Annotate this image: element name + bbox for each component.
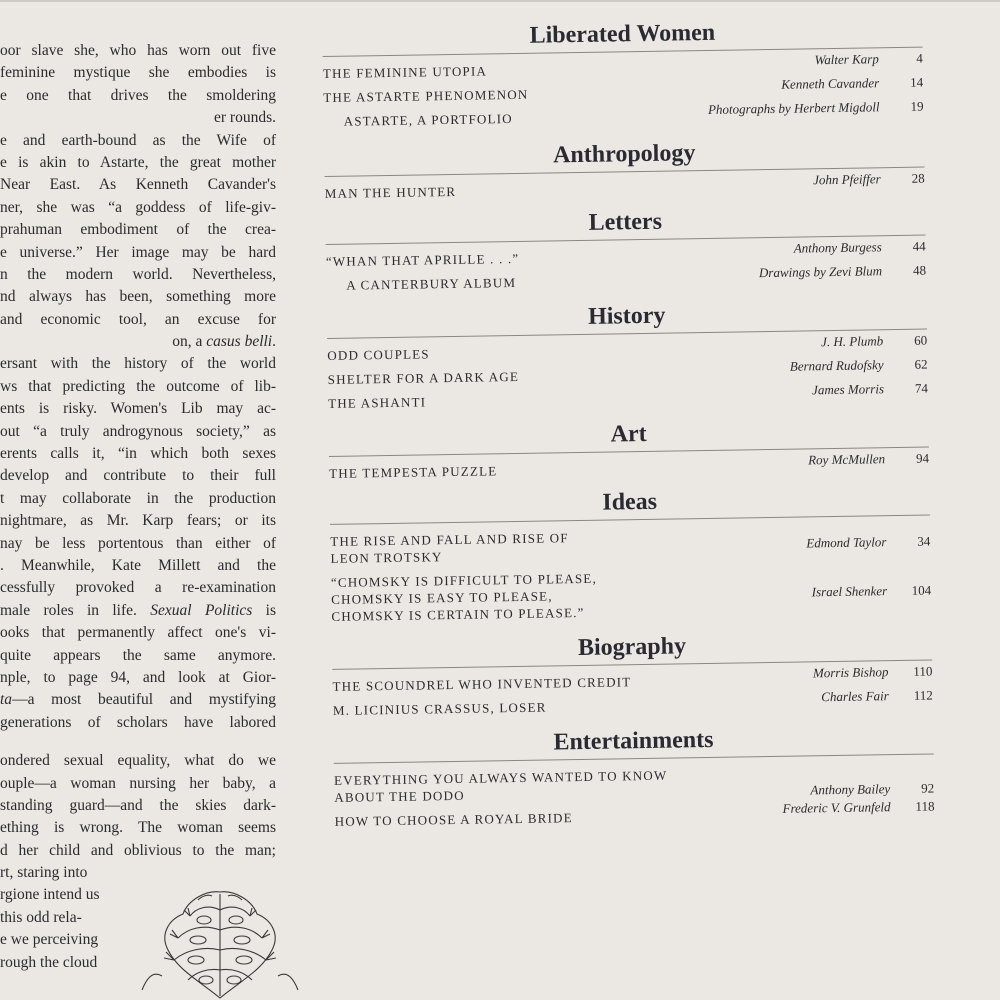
essay-line: rgione intend us (0, 886, 100, 904)
entry-author: Drawings by Zevi Blum (758, 263, 883, 281)
entry-meta (812, 380, 928, 399)
entry-meta (812, 582, 932, 601)
entry-title: ODD COUPLES (327, 346, 430, 363)
essay-line: d her child and oblivious to the man; (0, 841, 276, 859)
essay-line: oor slave she, who has worn out five (0, 42, 276, 59)
entry-author: John Pfeiffer (813, 171, 881, 188)
essay-line: ouple—a woman nursing her baby, a (0, 774, 276, 792)
entry-title: “CHOMSKY IS DIFFICULT TO PLEASE, CHOMSKY IS EASY TO PLEASE, CHOMSKY IS CERTAIN TO PLEASE.” (330, 570, 598, 624)
entry-page-number: 94 (915, 450, 930, 466)
toc-entry[interactable] (324, 98, 924, 130)
essay-line: er rounds. (214, 109, 276, 127)
entry-meta (813, 170, 925, 189)
entry-author: Edmond Taylor (806, 533, 887, 550)
toc-section (330, 483, 932, 625)
essay-line: e universe.” Her image may be hard (0, 243, 276, 261)
entry-page-number: 74 (914, 380, 929, 396)
entry-page-number: 104 (911, 582, 932, 598)
entry-title: MAN THE HUNTER (324, 183, 457, 201)
section-title: Biography (577, 633, 687, 662)
paragraph-gap (0, 734, 276, 750)
entry-meta (821, 686, 933, 705)
entry-author: Morris Bishop (812, 664, 889, 681)
toc-entry[interactable] (332, 687, 933, 718)
entry-page-number: 110 (913, 663, 933, 679)
essay-line: feminine mystique she embodies is (0, 64, 276, 82)
essay-line: ws that predicting the outcome of lib- (0, 377, 276, 395)
essay-column (0, 40, 276, 974)
entry-author: Israel Shenker (811, 583, 888, 600)
entry-meta (821, 332, 927, 351)
entry-author: Charles Fair (821, 688, 889, 705)
toc-section (327, 297, 929, 412)
toc-section (333, 721, 934, 829)
essay-line: cessfully provoked a re-examination (0, 579, 276, 597)
essay-line: e we perceiving (0, 931, 99, 949)
essay-line: standing guard—and the skies dark- (0, 796, 276, 814)
entry-title: A CANTERBURY ALBUM (346, 274, 517, 293)
entry-page-number: 28 (911, 170, 925, 186)
section-title: Letters (588, 208, 663, 236)
entry-author: James Morris (811, 381, 885, 398)
entry-author: Photographs by Herbert Migdoll (707, 99, 880, 117)
essay-line: ner, she was “a goddess of life-giv- (0, 198, 276, 216)
floral-ornament (138, 880, 302, 1000)
entry-title: THE TEMPESTA PUZZLE (329, 463, 498, 481)
entry-meta (759, 262, 926, 282)
essay-line: ersant with the history of the world (0, 355, 276, 373)
entry-title: SHELTER FOR A DARK AGE (327, 368, 520, 387)
essay-line: generations of scholars have labored (0, 713, 276, 731)
essay-line: rough the cloud (0, 953, 98, 971)
top-edge (0, 0, 1000, 2)
toc-section (325, 203, 926, 294)
entry-title: THE RISE AND FALL AND RISE OF LEON TROTSKY (330, 530, 569, 566)
essay-line: on, a casus belli. (172, 333, 276, 351)
entry-title: “WHAN THAT APRILLE . . .” (325, 250, 520, 269)
entry-page-number: 48 (912, 262, 927, 278)
essay-line: develop and contribute to their full (0, 467, 276, 485)
essay-line: n the modern world. Nevertheless, (0, 265, 276, 283)
entry-author: Kenneth Cavander (781, 75, 880, 92)
entry-meta (782, 797, 934, 816)
table-of-contents (322, 5, 935, 837)
entry-meta (806, 532, 930, 551)
essay-line: e is akin to Astarte, the great mother (0, 153, 276, 171)
entry-meta (814, 50, 922, 69)
entry-page-number: 60 (914, 332, 928, 348)
entry-title: THE ASHANTI (328, 394, 427, 411)
entry-title: ASTARTE, A PORTFOLIO (343, 111, 513, 129)
entry-title: THE ASTARTE PHENOMENON (323, 86, 529, 105)
entry-title: THE SCOUNDREL WHO INVENTED CREDIT (332, 674, 632, 694)
entry-author: J. H. Plumb (820, 333, 884, 350)
entry-page-number: 118 (915, 798, 935, 814)
entry-meta (794, 238, 926, 257)
section-title: Anthropology (552, 140, 696, 169)
entry-page-number: 4 (916, 50, 923, 66)
toc-entry[interactable] (328, 380, 929, 412)
essay-line: and economic tool, an excuse for (0, 310, 276, 328)
entry-author: Roy McMullen (808, 451, 886, 468)
essay-line: nd always has been, something more (0, 288, 276, 306)
essay-line: out “a truly androgynous society,” as (0, 422, 276, 440)
entry-page-number: 34 (917, 533, 931, 549)
essay-line: e one that drives the smoldering (0, 86, 276, 104)
section-title: Liberated Women (529, 19, 716, 49)
essay-line: e and earth-bound as the Wife of (0, 131, 276, 149)
toc-entry[interactable] (331, 565, 932, 625)
entry-meta (790, 356, 928, 375)
essay-line: prahuman embodiment of the crea- (0, 221, 276, 239)
essay-line: Near East. As Kenneth Cavander's (0, 176, 276, 194)
entry-author: Anthony Bailey (810, 781, 891, 798)
toc-section (322, 15, 924, 130)
entry-meta (810, 779, 934, 798)
entry-meta (708, 98, 924, 118)
entry-author: Bernard Rudofsky (789, 357, 884, 374)
toc-entry[interactable] (324, 170, 925, 202)
essay-line: this odd rela- (0, 908, 82, 926)
section-title: Entertainments (553, 726, 714, 756)
entry-meta (781, 74, 923, 93)
toc-section (328, 415, 929, 482)
entry-page-number: 112 (913, 687, 933, 703)
entry-title: THE FEMININE UTOPIA (322, 63, 488, 81)
section-title: Ideas (602, 488, 658, 516)
entry-page-number: 19 (910, 98, 924, 114)
entry-author: Walter Karp (814, 51, 879, 68)
entry-meta (808, 450, 929, 469)
entry-author: Frederic V. Grunfeld (782, 799, 891, 816)
essay-line: erents calls it, “in which both sexes (0, 445, 276, 463)
essay-line: quite appears the same anymore. (0, 646, 276, 664)
entry-page-number: 14 (910, 74, 924, 90)
essay-line: rt, staring into (0, 864, 88, 882)
toc-section (332, 627, 933, 718)
entry-page-number: 92 (921, 780, 935, 796)
essay-line: male roles in life. Sexual Politics is (0, 601, 276, 619)
section-title: Art (610, 420, 647, 448)
essay-line: ething is wrong. The woman seems (0, 819, 276, 837)
toc-section (324, 135, 925, 202)
entry-page-number: 62 (914, 356, 928, 372)
essay-line: nay be less portentous than either of (0, 534, 276, 552)
toc-entry[interactable] (330, 524, 930, 567)
essay-line: ta—a most beautiful and mystifying (0, 691, 276, 709)
entry-title: HOW TO CHOOSE A ROYAL BRIDE (334, 810, 573, 829)
toc-entry[interactable] (334, 798, 935, 829)
entry-meta (813, 662, 933, 681)
essay-line: ents is risky. Women's Lib may ac- (0, 400, 276, 418)
entry-title: EVERYTHING YOU ALWAYS WANTED TO KNOW ABOUT THE DODO (333, 767, 668, 805)
entry-title: M. LICINIUS CRASSUS, LOSER (332, 699, 547, 718)
essay-line: t may collaborate in the production (0, 489, 276, 507)
essay-line: nple, to page 94, and look at Gior- (0, 668, 276, 686)
essay-line: ooks that permanently affect one's vi- (0, 624, 276, 642)
toc-entry[interactable] (329, 450, 930, 482)
entry-page-number: 44 (912, 238, 926, 254)
essay-line: ondered sexual equality, what do we (0, 752, 276, 770)
entry-author: Anthony Burgess (793, 239, 882, 256)
toc-entry[interactable] (326, 262, 927, 294)
essay-line: . Meanwhile, Kate Millett and the (0, 556, 276, 574)
essay-line: nightmare, as Mr. Karp fears; or its (0, 512, 276, 530)
section-title: History (587, 302, 666, 330)
